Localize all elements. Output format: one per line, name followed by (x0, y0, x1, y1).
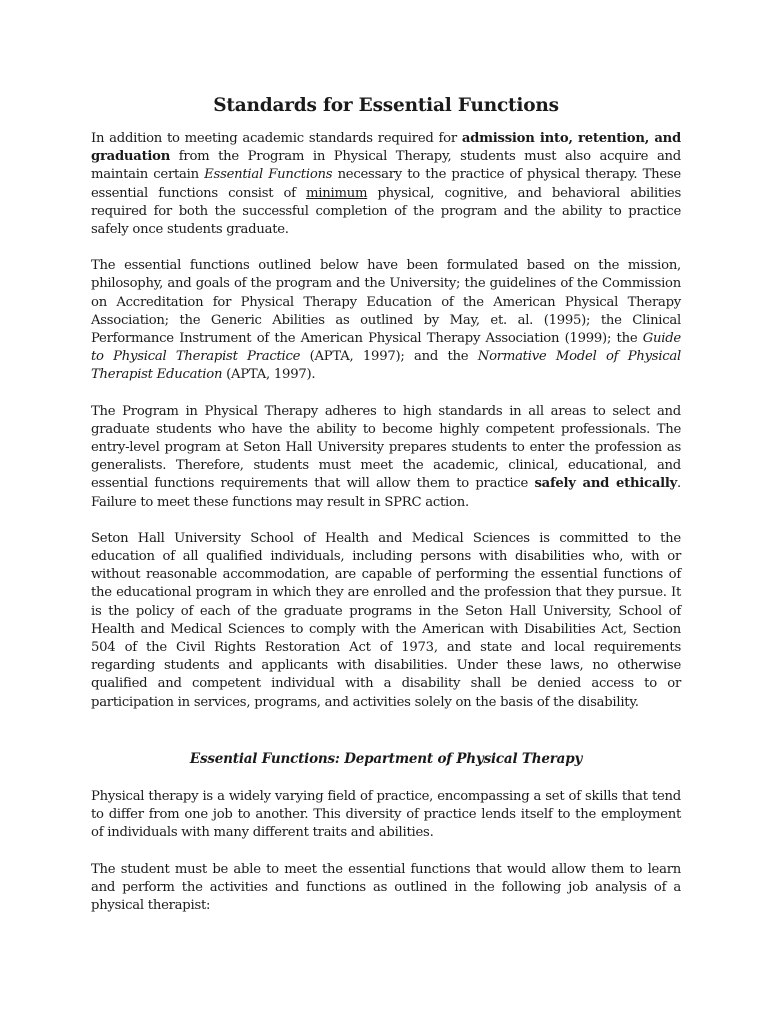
italic-text: Essential Functions (204, 167, 333, 183)
paragraph-disability-policy: Seton Hall University School of Health and Medical Sciences is committed to the education of all qualified individuals, including persons with disabilities who, with or without reasonable accommodation, are capable of performing the essential functions of the educational program in which they are enrolled and the profession that they pursue. It is the policy of each of the graduate programs in the Seton Hall University, School of Health and Medical Sciences to comply with the American with Disabilities Act, Section 504 of the Civil Rights Restoration Act of 1973, and state and local requirements regarding students and applicants with disabilities. Under these laws, no otherwise qualified and competent individual with a disability shall be denied access to or participation in services, programs, and activities solely on the basis of the disability. (91, 530, 681, 710)
italic-text: Guide to Physical Therapist Practice (91, 331, 681, 365)
document-page (91, 94, 681, 933)
text-run: physical, cognitive, and behavioral abilities required for both the successful completion of the program and the ability to practice safely once students graduate. (91, 185, 681, 238)
text-run: . Failure to meet these functions may result in SPRC action. (91, 476, 681, 510)
text-run: The essential functions outlined below have been formulated based on the mission, philosophy, and goals of the program and the University; the guidelines of the Commission on Accreditation for Physical Therapy Education of the American Physical Therapy Association; the Generic Abilities as outlined by May, et. al. (1995); the Clinical Performance Instrument of the American Physical Therapy Association (1999); the (91, 258, 681, 347)
text-run: (APTA, 1997). (222, 367, 316, 383)
paragraph-formulation-basis (91, 257, 681, 384)
paragraph-field-diversity: Physical therapy is a widely varying field of practice, encompassing a set of skills that tend to differ from one job to another. This diversity of practice lends itself to the employment of individuals with many different traits and abilities. (91, 788, 681, 841)
bold-text: admission into, retention, and graduation (91, 131, 681, 165)
paragraph-job-analysis-intro: The student must be able to meet the essential functions that would allow them to learn and perform the activities and functions as outlined in the following job analysis of a physical therapist: (91, 861, 681, 913)
text-run: In addition to meeting academic standards required for (91, 131, 462, 146)
text-run: necessary to the practice of physical therapy. These essential functions consist of (91, 167, 681, 201)
bold-text: safely and ethically (534, 476, 678, 492)
text-run: The Program in Physical Therapy adheres to high standards in all areas to select and graduate students who have the ability to become highly competent professionals. The entry-level program at Seton Hall University prepares students to enter the profession as generalists. Therefore, students must meet the academic, clinical, educational, and essential functions requirements that will allow them to practice (91, 403, 681, 492)
paragraph-admission-standards (91, 130, 681, 239)
page-title: Standards for Essential Functions (213, 95, 559, 116)
text-run: from the Program in Physical Therapy, students must also acquire and maintain certain (91, 149, 681, 183)
section-heading: Essential Functions: Department of Physical Therapy (189, 750, 583, 767)
italic-text: Normative Model of Physical Therapist Education (91, 349, 682, 383)
underlined-text: minimum (306, 185, 368, 201)
paragraph-program-standards (91, 403, 681, 512)
text-run: (APTA, 1997); and the (300, 349, 478, 365)
